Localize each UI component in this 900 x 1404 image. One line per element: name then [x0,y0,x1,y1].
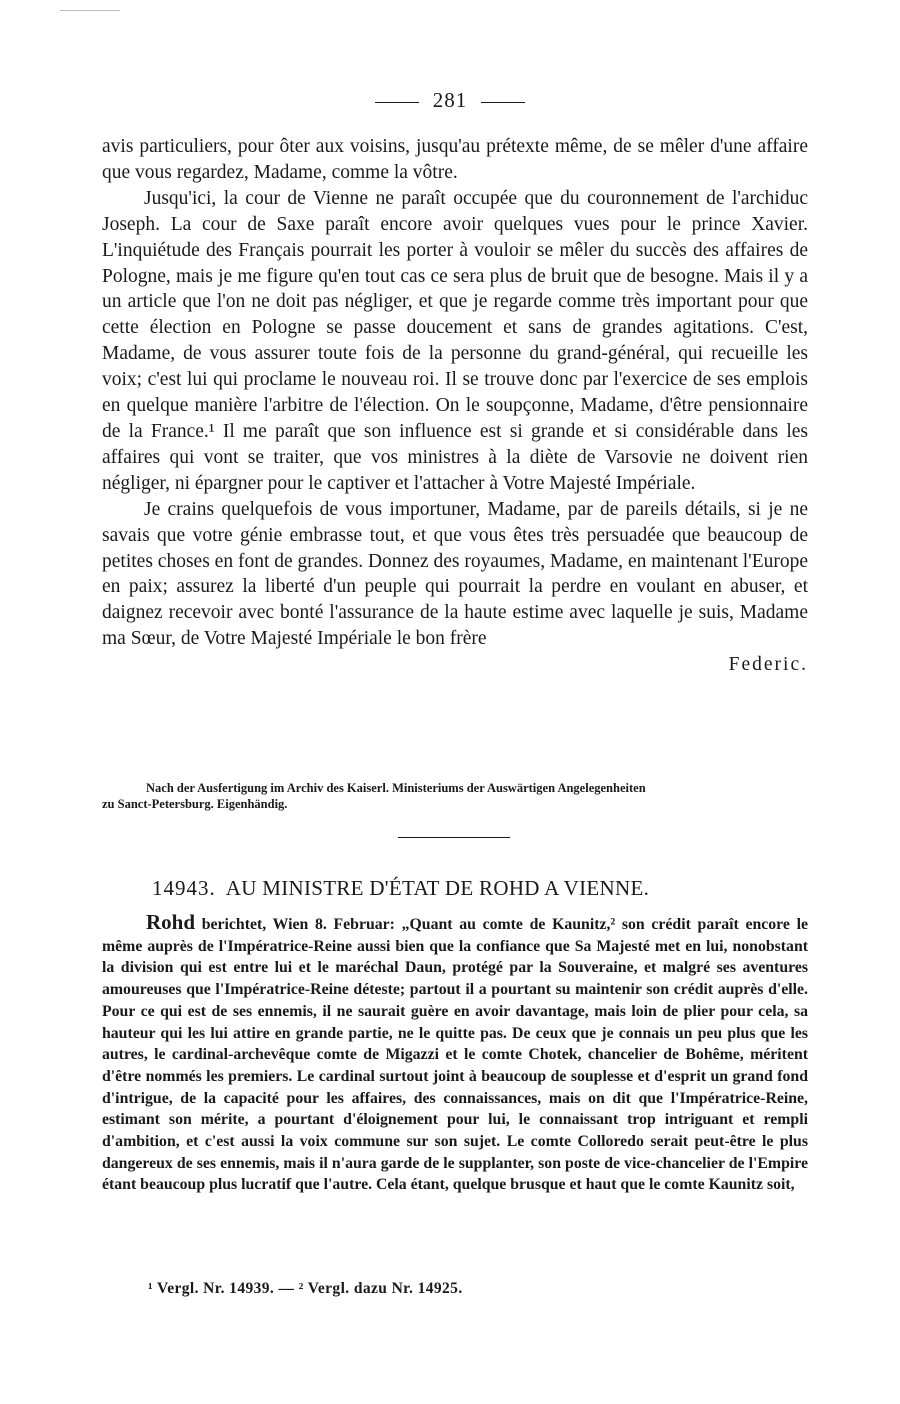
letter-heading [102,876,808,901]
scan-edge-mark [60,10,120,11]
header-left-rule [375,102,419,103]
section-separator [398,837,510,838]
lead-word: Rohd [146,910,196,934]
letter-body-continued [102,134,808,678]
paragraph-2: Jusqu'ici, la cour de Vienne ne paraît occupée que du couronnement de l'archiduc Joseph. La cour de Saxe paraît encore avoir quelques vues pour le prince Xavier. L'inquiétude des Français pourrait les porter à vouloir se mêler du succès des affaires de Pologne, mais je me figure qu'en tout cas ce sera plus de bruit que de besogne. Mais il y a un article que l'on ne doit pas négliger, et que je regarde comme très important pour que cette élection en Pologne se passe doucement et sans de grandes agitations. C'est, Madame, de vous assurer toute fois de la personne du grand-général, qui recueille les voix; c'est lui qui proclame le nouveau roi. Il se trouve donc par l'exercice de ses emplois en quelque manière l'arbitre de l'élection. On le soupçonne, Madame, d'être pensionnaire de la France.¹ Il me paraît que son influence est si grande et si considérable dans les affaires qui vont se traiter, que vos ministres à la diète de Varsovie ne doivent rien négliger, ni épargner pour le captiver et l'attacher à Votre Majesté Impériale. [102,187,808,494]
source-note [102,780,810,812]
header-right-rule [481,102,525,103]
paragraph-3: Je crains quelquefois de vous importuner, Madame, par de pareils détails, si je ne savais que votre génie embrasse tout, et que vous êtes très persuadée que beaucoup de petites choses en font de grandes. Donnez des royaumes, Madame, en maintenant l'Europe en paix; assurez la liberté d'un peuple qui pourrait la perdre en voulant en abuser, et daignez recevoir avec bonté l'assurance de la haute estime avec laquelle je suis, Madame ma Sœur, de Votre Majesté Impériale le bon frère [102,498,808,650]
page-number: 281 [432,88,468,112]
source-note-line-2: zu Sanct-Petersburg. Eigenhändig. [102,797,288,811]
letter-title: AU MINISTRE D'ÉTAT DE ROHD A VIENNE. [225,876,650,900]
paragraph-1: avis particuliers, pour ôter aux voisins, jusqu'au prétexte même, de se mêler d'une affaire que vous regardez, Madame, comme la vôtre. [102,136,808,183]
source-note-line-1: Nach der Ausfertigung im Archiv des Kaiserl. Ministeriums der Auswärtigen Angelegenheiten [146,781,646,795]
report-body [102,912,808,1196]
page-header [0,88,900,113]
signature: Federic. [728,654,808,676]
footnotes: ¹ Vergl. Nr. 14939. — ² Vergl. dazu Nr. 14925. [148,1280,463,1297]
report-text: berichtet, Wien 8. Februar: „Quant au comte de Kaunitz,² son crédit paraît encore le même auprès de l'Impératrice-Reine aussi bien que la confiance que Sa Majesté met en lui, nonobstant la division qui est entre lui et le maréchal Daun, protégé par la Souveraine, et malgré ses aventures amoureuses que l'Impératrice-Reine déteste; partout il a pourtant su maintenir son crédit auprès d'elle. Pour ce qui est de ses ennemis, il ne saurait guère en avoir davantage, mais loin de plier pour cela, sa hauteur qui les lui attire en grande partie, ne le quitte pas. De ceux que je connais un peu plus que les autres, le cardinal-archevêque comte de Migazzi et le comte Chotek, chancelier de Bohême, méritent d'être nommés les premiers. Le cardinal surtout joint à beaucoup de souplesse et d'esprit un grand fond d'intrigue, de la capacité pour les affaires, des connaissances, mais on dit que l'Impératrice-Reine, estimant son mérite, a pourtant d'éloignement pour lui, le connaissant trop intriguant et rempli d'ambition, et c'est aussi la voix commune sur son sujet. Le comte Colloredo serait peut-être le plus dangereux de ses ennemis, mais il n'aura garde de le supplanter, son poste de vice-chancelier de l'Empire étant beaucoup plus lucratif que l'autre. Cela étant, quelque brusque et haut que le comte Kaunitz soit, [102,916,808,1194]
letter-number: 14943. [152,876,216,900]
